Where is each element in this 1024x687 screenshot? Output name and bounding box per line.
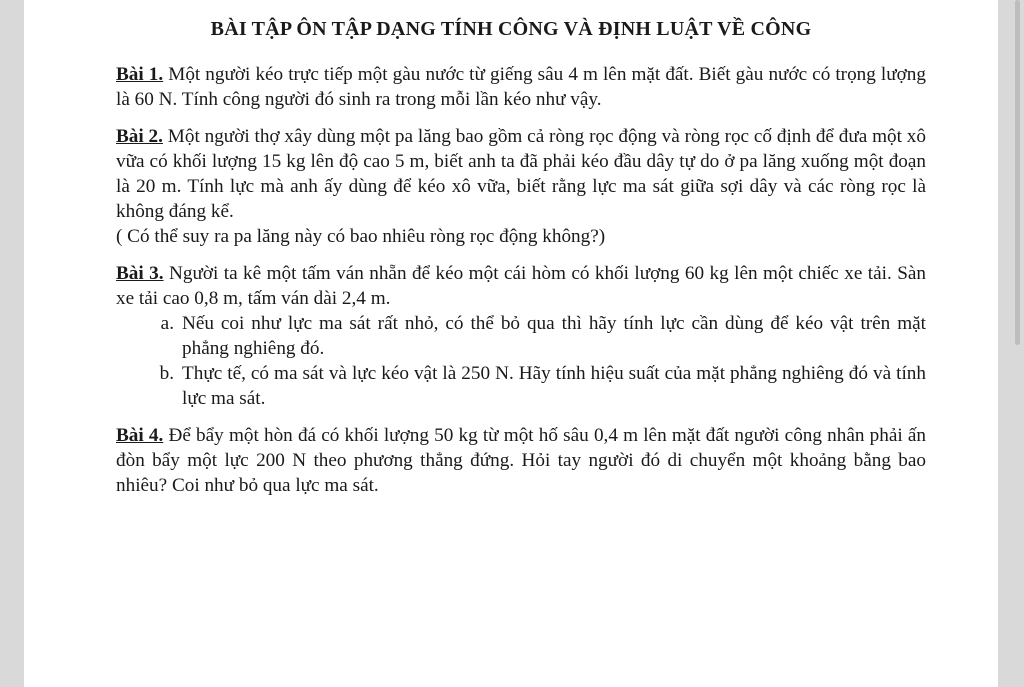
left-margin <box>0 0 24 687</box>
problem-3-paragraph <box>116 261 926 311</box>
problem-1-label: Bài 1. <box>116 64 164 85</box>
document-page <box>24 0 998 687</box>
problem-3-text: Người ta kê một tấm ván nhẵn để kéo một cái hòm có khối lượng 60 kg lên một chiếc xe tải. Sàn xe tải cao 0,8 m, tấm ván dài 2,4 m. <box>116 263 926 309</box>
problem-4 <box>116 423 926 498</box>
subitem-b-marker: b. <box>159 363 174 384</box>
problem-4-text: Để bẩy một hòn đá có khối lượng 50 kg từ một hố sâu 0,4 m lên mặt đất người công nhân phải ấn đòn bẩy một lực 200 N theo phương thẳng đứng. Hỏi tay người đó di chuyển một khoảng bằng bao nhiêu? Coi như bỏ qua lực ma sát. <box>116 425 926 496</box>
problem-3 <box>116 261 926 411</box>
document-content <box>116 62 926 510</box>
subitem-a-text: Nếu coi như lực ma sát rất nhỏ, có thể bỏ qua thì hãy tính lực cần dùng để kéo vật trên mặt phẳng nghiêng đó. <box>182 313 926 359</box>
subitem-b-text: Thực tế, có ma sát và lực kéo vật là 250 N. Hãy tính hiệu suất của mặt phẳng nghiêng đó và tính lực ma sát. <box>182 363 926 409</box>
problem-2 <box>116 124 926 249</box>
problem-2-text: Một người thợ xây dùng một pa lăng bao gồm cả ròng rọc động và ròng rọc cố định để đưa một xô vữa có khối lượng 15 kg lên độ cao 5 m, biết anh ta đã phải kéo đầu dây tự do ở pa lăng xuống một đoạn là 20 m. Tính lực mà anh ấy dùng để kéo xô vữa, biết rằng lực ma sát giữa sợi dây và các ròng rọc là không đáng kể. <box>116 126 926 222</box>
problem-3-subitem-a <box>116 311 926 361</box>
problem-4-label: Bài 4. <box>116 425 164 446</box>
problem-3-subitem-b <box>116 361 926 411</box>
problem-2-note: ( Có thể suy ra pa lăng này có bao nhiêu ròng rọc động không?) <box>116 226 606 247</box>
right-margin <box>998 0 1024 687</box>
scrollbar-thumb[interactable] <box>1015 0 1020 345</box>
document-title: BÀI TẬP ÔN TẬP DẠNG TÍNH CÔNG VÀ ĐỊNH LUẬT VỀ CÔNG <box>210 18 812 40</box>
problem-2-label: Bài 2. <box>116 126 163 147</box>
problem-1 <box>116 62 926 112</box>
problem-2-paragraph <box>116 124 926 224</box>
problem-1-text: Một người kéo trực tiếp một gàu nước từ giếng sâu 4 m lên mặt đất. Biết gàu nước có trọng lượng là 60 N. Tính công người đó sinh ra trong mỗi lần kéo như vậy. <box>116 64 926 110</box>
problem-4-paragraph <box>116 423 926 498</box>
problem-3-label: Bài 3. <box>116 263 164 284</box>
subitem-a-marker: a. <box>160 313 174 334</box>
problem-1-paragraph <box>116 62 926 112</box>
